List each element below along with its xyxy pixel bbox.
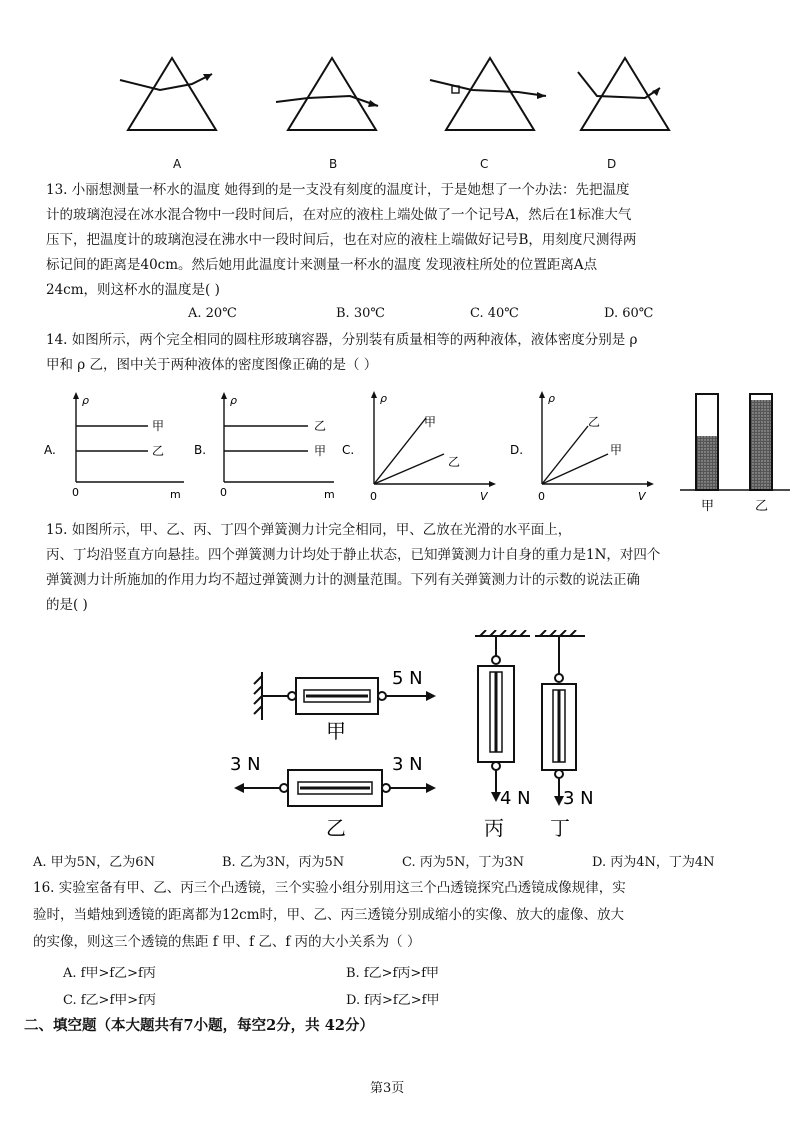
yi-right-force-label: 3 N	[392, 754, 423, 775]
q13-option-c: C. 40℃	[470, 306, 519, 321]
bottom-line-label: 甲	[314, 444, 327, 458]
shallow-line	[374, 454, 444, 484]
option-a-label: A.	[44, 443, 56, 457]
q16-option-b: B. f乙>f丙>f甲	[346, 966, 440, 981]
q13-option-a: A. 20℃	[188, 306, 237, 321]
ray-a	[120, 74, 212, 90]
origin-label: 0	[220, 486, 227, 499]
q15-option-c: C. 丙为5N，丁为3N	[402, 855, 525, 870]
bottom-line-label: 乙	[152, 444, 165, 458]
graph-b	[194, 390, 344, 502]
option-c-label: C.	[342, 443, 355, 457]
page-number: 第3页	[370, 1081, 405, 1096]
q15-line-2: 丙、丁均沿竖直方向悬挂。四个弹簧测力计均处于静止状态，已知弹簧测力计自身的重力是1N，对四个	[46, 547, 661, 563]
q13-option-d: D. 60℃	[604, 306, 654, 321]
shallow-line-label: 甲	[610, 443, 623, 457]
graph-d	[508, 388, 660, 503]
bing-force-label: 4 N	[500, 788, 531, 809]
q15-option-d: D. 丙为4N，丁为4N	[592, 855, 715, 870]
q13-option-b: B. 30℃	[336, 306, 385, 321]
q14-line-1: 14. 如图所示，两个完全相同的圆柱形玻璃容器，分别装有质量相等的两种液体，液体密度分别是 ρ	[46, 332, 638, 348]
q16-option-a: A. f甲>f乙>f丙	[63, 966, 156, 981]
q16-line-2: 验时，当蜡烛到透镜的距离都为12cm时，甲、乙、丙三透镜分别成缩小的实像、放大的虚像、放大	[33, 907, 625, 923]
shallow-line-label: 乙	[448, 455, 461, 469]
q16-option-c: C. f乙>f甲>f丙	[63, 993, 156, 1008]
q16-line-3: 的实像，则这三个透镜的焦距 f 甲、f 乙、f 丙的大小关系为（ ）	[33, 934, 421, 950]
q15-option-b: B. 乙为3N，丙为5N	[222, 855, 345, 870]
option-b-label: B.	[194, 443, 207, 457]
container-jia-label: 甲	[701, 499, 715, 514]
x-axis-label: V	[480, 490, 488, 503]
y-axis-label: ρ	[380, 392, 387, 405]
section-2-title: 二、填空题（本大题共有7小题，每空2分，共 42分）	[24, 1017, 374, 1034]
x-axis-label: V	[638, 490, 646, 503]
origin-label: 0	[538, 490, 545, 503]
x-axis-label: m	[324, 488, 335, 501]
steep-line	[542, 426, 588, 484]
yi-label: 乙	[326, 816, 346, 840]
q16-line-1: 16. 实验室备有甲、乙、丙三个凸透镜，三个实验小组分别用这三个凸透镜探究凸透镜成像规律，实	[33, 880, 626, 896]
ding-force-label: 3 N	[563, 788, 594, 809]
steep-line-label: 甲	[424, 415, 437, 429]
origin-label: 0	[72, 486, 79, 499]
q13-line-4: 标记间的距离是40cm。然后她用此温度计来测量一杯水的温度 发现液柱所处的位置距离A点	[46, 257, 598, 273]
q16-option-d: D. f丙>f乙>f甲	[346, 993, 440, 1008]
graph-c	[340, 388, 500, 503]
jia-force-label: 5 N	[392, 668, 423, 689]
yi-left-force-label: 3 N	[230, 754, 261, 775]
q13-line-3: 压下，把温度计的玻璃泡浸在沸水中一段时间后，也在对应的液柱上端做好记号B，用刻度尺测得两	[46, 232, 637, 248]
top-line-label: 乙	[314, 419, 327, 433]
prism-c	[446, 58, 534, 130]
y-axis-label: ρ	[230, 394, 237, 407]
option-d-label: D.	[510, 443, 524, 457]
ding-label: 丁	[550, 816, 570, 840]
x-axis-label: m	[170, 488, 181, 501]
container-yi	[750, 394, 772, 490]
top-line-label: 甲	[152, 419, 165, 433]
q15-line-4: 的是( )	[46, 597, 88, 613]
q15-option-a: A. 甲为5N，乙为6N	[33, 855, 155, 870]
origin-label: 0	[370, 490, 377, 503]
q15-line-1: 15. 如图所示，甲、乙、丙、丁四个弹簧测力计完全相同，甲、乙放在光滑的水平面上，	[46, 522, 572, 538]
prism-figures	[100, 50, 700, 160]
y-axis-label: ρ	[82, 394, 89, 407]
bing-label: 丙	[484, 816, 504, 840]
q14-line-2: 甲和 ρ 乙，图中关于两种液体的密度图像正确的是（ ）	[46, 357, 378, 373]
y-axis-label: ρ	[548, 392, 555, 405]
option-label-d: D	[607, 157, 617, 171]
container-yi-label: 乙	[755, 499, 769, 514]
liquid-containers	[680, 388, 790, 518]
ray-c	[430, 80, 546, 96]
q15-line-3: 弹簧测力计所施加的作用力均不超过弹簧测力计的测量范围。下列有关弹簧测力计的示数的说法正确	[46, 572, 640, 588]
jia-label: 甲	[326, 719, 346, 743]
prism-b	[288, 58, 376, 130]
option-label-c: C	[480, 157, 489, 171]
steep-line	[374, 418, 426, 484]
option-label-b: B	[329, 157, 338, 171]
steep-line-label: 乙	[588, 415, 601, 429]
q13-line-2: 计的玻璃泡浸在冰水混合物中一段时间后，在对应的液柱上端处做了一个记号A，然后在1标准大气	[46, 207, 632, 223]
shallow-line	[542, 454, 608, 484]
spring-scale-figure	[220, 630, 740, 845]
q13-line-5: 24cm，则这杯水的温度是( )	[46, 282, 220, 298]
prism-a	[128, 58, 216, 130]
graph-a	[44, 390, 194, 502]
ray-b	[276, 96, 378, 106]
container-jia	[696, 394, 718, 490]
option-label-a: A	[173, 157, 182, 171]
q13-line-1: 13. 小丽想测量一杯水的温度 她得到的是一支没有刻度的温度计，于是她想了一个办法：先把温度	[46, 182, 630, 198]
